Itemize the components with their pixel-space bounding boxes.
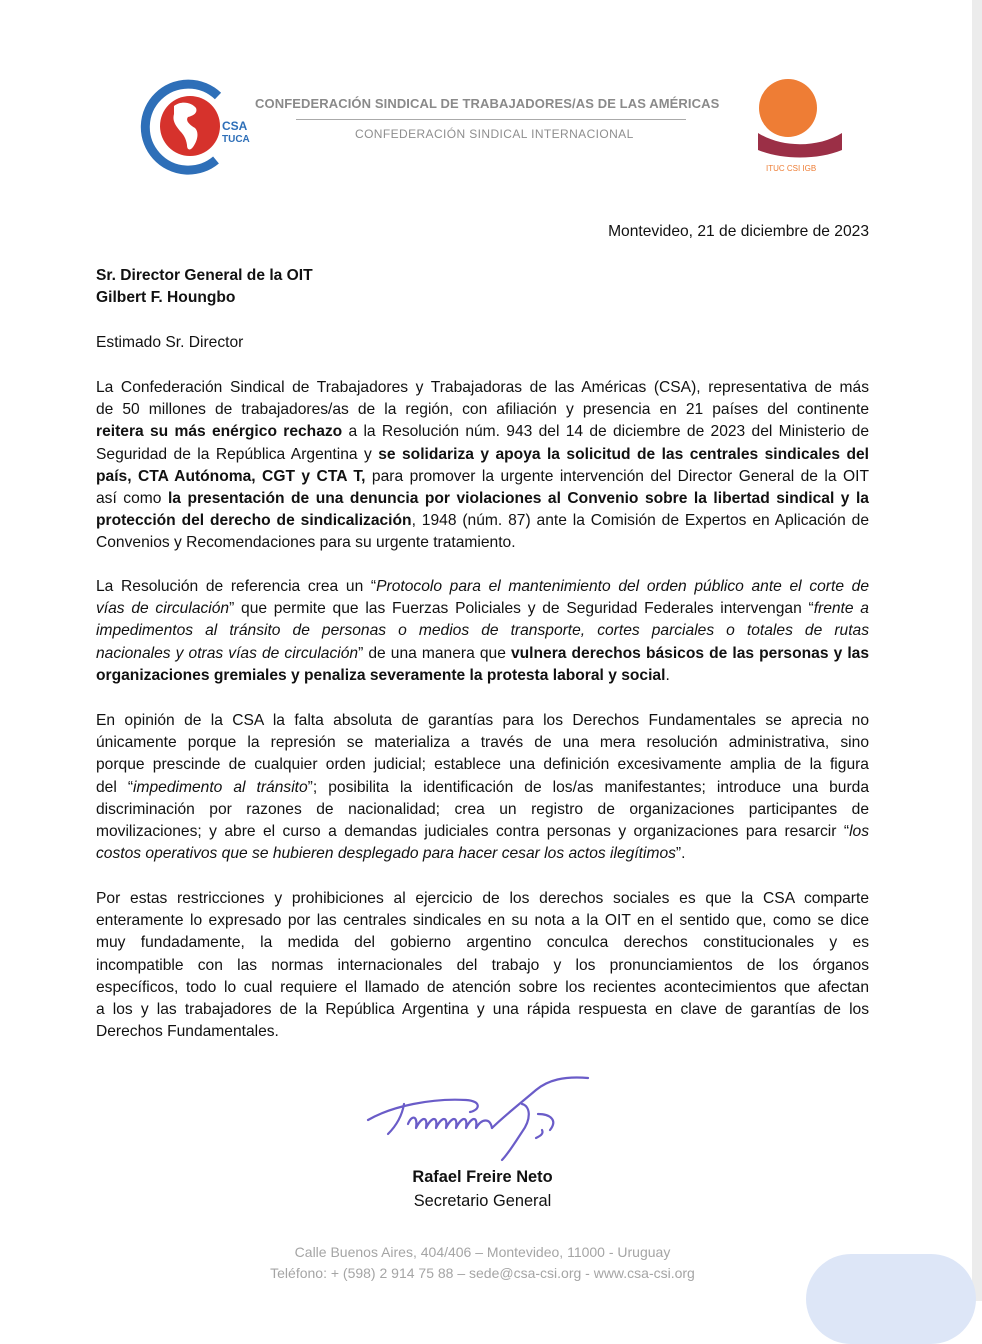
organization-name: CONFEDERACIÓN SINDICAL DE TRABAJADORES/AS DE LAS AMÉRICAS: [255, 96, 720, 111]
csa-tuca-logo: [138, 76, 258, 176]
text-line: a los y las trabajadores de la República Argentina y una rápida respuesta en clave de garantías de los: [96, 1000, 869, 1018]
text-line: costos operativos que se hubieren desplegado para hacer cesar los actos ilegítimos”.: [96, 845, 686, 863]
footer-contact: Teléfono: + (598) 2 914 75 88 – sede@csa-csi.org - www.csa-csi.org: [270, 1265, 695, 1281]
ituc-logo: [752, 78, 846, 178]
text-line: Por estas restricciones y prohibiciones al ejercicio de los derechos sociales es que la CSA comparte: [96, 890, 869, 907]
text-line: reitera su más enérgico rechazo a la Resolución núm. 943 del 14 de diciembre de 2023 del Ministerio de: [96, 423, 869, 441]
text-line: nacionales y otras vías de circulación” de una manera que vulnera derechos básicos de las personas y las: [96, 644, 870, 662]
text-line: únicamente porque la represión se materializa a través de una mera resolución administrativa, sino: [96, 734, 869, 752]
text-line: impedimentos al tránsito de personas o medios de transporte, cortes parciales o totales de rutas: [96, 622, 869, 640]
text-line: En opinión de la CSA la falta absoluta de garantías para los Derechos Fundamentales se aprecia no: [96, 712, 869, 729]
tuca-logo-text: TUCA: [222, 134, 250, 145]
signer-title: Secretario General: [413, 1192, 552, 1210]
text-line: Derechos Fundamentales.: [96, 1023, 279, 1041]
letter-date: Montevideo, 21 de diciembre de 2023: [608, 223, 869, 240]
text-line: protección del derecho de sindicalización, 1948 (núm. 87) ante la Comisión de Expertos en Aplicación de: [96, 512, 869, 530]
text-line: enteramente lo expresado por las centrales sindicales en su nota a la OIT en el sentido que, como se dice: [96, 912, 869, 930]
text-line: Convenios y Recomendaciones para su urgente tratamiento.: [96, 534, 516, 552]
text-line: del “impedimento al tránsito”; posibilita la identificación de los/as manifestantes; introduce una burda: [96, 778, 870, 796]
text-line: vías de circulación” que permite que las Fuerzas Policiales y de Seguridad Federales intervengan “frente a: [96, 600, 869, 618]
text-line: país, CTA Autónoma, CGT y CTA T, para promover la urgente intervención del Director General de la OIT: [96, 467, 870, 485]
paragraph-4: [96, 888, 869, 1043]
text-line: así como la presentación de una denuncia por violaciones al Convenio sobre la libertad sindical y la: [96, 489, 869, 507]
signer-block: [96, 1165, 869, 1213]
recipient-name: Gilbert F. Houngbo: [96, 289, 236, 307]
header-divider: [296, 119, 686, 120]
text-line: específicos, todo lo cual requiere el llamado de atención sobre los recientes acontecimientos que afectan: [96, 978, 869, 996]
paragraph-1: [96, 377, 869, 555]
ituc-caption: ITUC CSI IGB: [766, 164, 817, 173]
text-line: Seguridad de la República Argentina y se solidariza y apoya la solicitud de las centrales sindicales del: [96, 445, 869, 463]
text-line: porque prescinde de cualquier orden judicial; establece una definición excesivamente amplia de la figura: [96, 756, 869, 774]
recipient-title: Sr. Director General de la OIT: [96, 267, 313, 284]
handwritten-signature: [362, 1076, 592, 1162]
organization-subname: CONFEDERACIÓN SINDICAL INTERNACIONAL: [355, 127, 634, 141]
text-line: incompatible con las normas internacionales del trabajo y los pronunciamientos de los órganos: [96, 956, 869, 974]
text-line: organizaciones gremiales y penaliza severamente la protesta laboral y social.: [96, 666, 670, 684]
salutation: Estimado Sr. Director: [96, 334, 244, 351]
csa-logo-text: CSA: [222, 119, 248, 133]
footer: [96, 1242, 869, 1284]
recipient-block: [96, 265, 313, 309]
text-line: movilizaciones; y abre el curso a demandas judiciales contra personas y organizaciones para resarcir “los: [96, 822, 869, 840]
paragraph-3: [96, 710, 869, 865]
page-edge-shadow: [972, 0, 982, 1301]
text-line: discriminación por razones de nacionalidad; crea un registro de organizaciones participantes de: [96, 800, 869, 818]
footer-address: Calle Buenos Aires, 404/406 – Montevideo, 11000 - Uruguay: [294, 1244, 671, 1260]
text-line: La Confederación Sindical de Trabajadores y Trabajadoras de las Américas (CSA), representativa de más: [96, 379, 869, 396]
text-line: muy fundadamente, la medida del gobierno argentino conculca derechos constitucionales y es: [96, 934, 869, 952]
text-line: La Resolución de referencia crea un “Protocolo para el mantenimiento del orden público ante el corte de: [96, 578, 870, 595]
signer-name: Rafael Freire Neto: [412, 1168, 553, 1186]
paragraph-2: [96, 576, 869, 687]
text-line: de 50 millones de trabajadores/as de la región, con afiliación y presencia en 21 países del continente: [96, 401, 869, 419]
